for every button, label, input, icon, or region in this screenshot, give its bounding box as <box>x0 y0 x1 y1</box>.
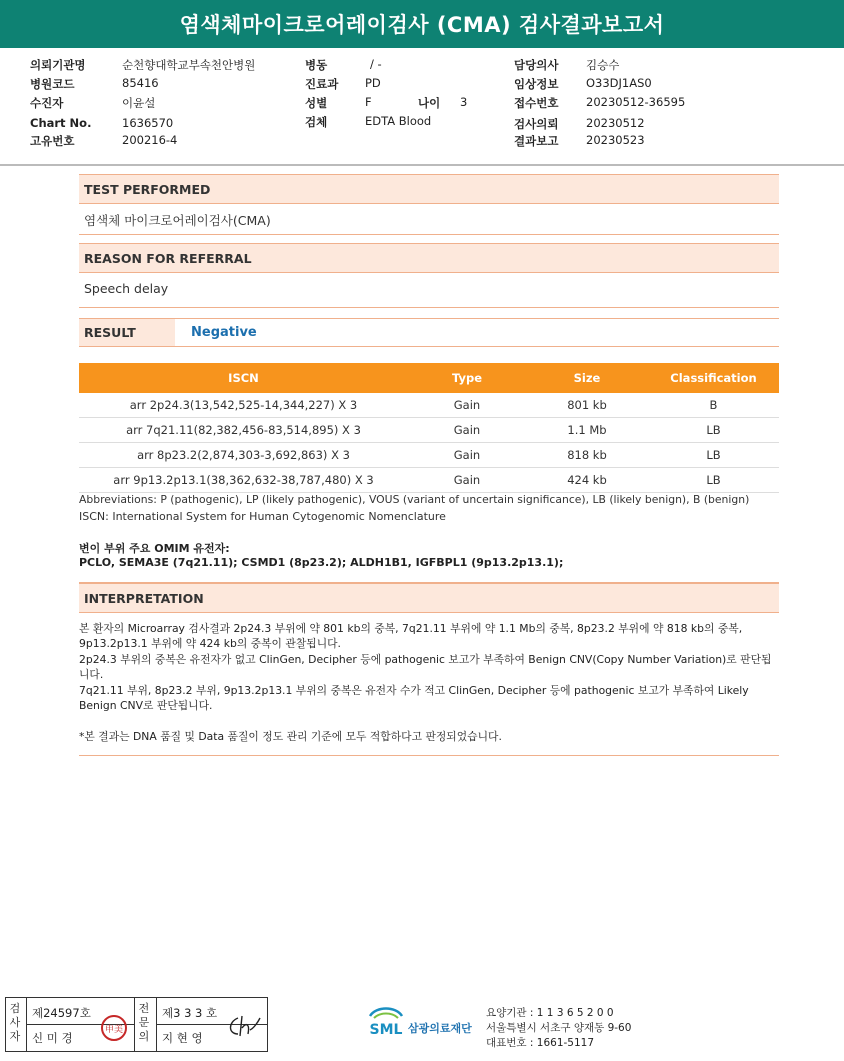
table-row <box>79 443 779 468</box>
header-label: 나이 <box>418 96 441 110</box>
header-label: 접수번호 <box>514 96 559 110</box>
table-header-row <box>79 363 779 393</box>
iscn-cell: arr 2p24.3(13,542,525-14,344,227) X 3 <box>79 393 408 418</box>
org-address: 서울특별시 서초구 양재동 9-60 <box>486 1022 632 1034</box>
header-label: 검사의뢰 <box>514 117 559 131</box>
header-label: 성별 <box>305 96 328 110</box>
column-header: ISCN <box>79 363 408 393</box>
omim-genes: PCLO, SEMA3E (7q21.11); CSMD1 (8p23.2); ALDH1B1, IGFBPL1 (9p13.2p13.1); <box>79 556 564 569</box>
header-label: 고유번호 <box>30 134 75 148</box>
quality-note: *본 결과는 DNA 품질 및 Data 품질이 정도 관리 기준에 모두 적합하다고 판정되었습니다. <box>79 730 502 743</box>
department-value: PD <box>365 76 381 90</box>
header-label: 진료과 <box>305 77 339 91</box>
iscn-cell: arr 8p23.2(2,874,303-3,692,863) X 3 <box>79 443 408 468</box>
sml-logo <box>366 1004 406 1042</box>
table-row <box>79 393 779 418</box>
header-divider <box>0 164 844 166</box>
omim-heading: 변이 부위 주요 OMIM 유전자: <box>79 542 230 555</box>
approver-label: 전문의 <box>138 1002 150 1043</box>
interpretation-heading: INTERPRETATION <box>79 583 779 613</box>
referral-heading: REASON FOR REFERRAL <box>79 243 779 273</box>
unique-no-value: 200216-4 <box>122 133 178 147</box>
sml-swoosh-icon <box>366 1004 406 1038</box>
column-header: Size <box>526 363 648 393</box>
header-label: 수진자 <box>30 96 64 110</box>
result-label: RESULT <box>79 319 175 346</box>
header-label: 담당의사 <box>514 58 559 72</box>
table-row <box>79 468 779 493</box>
interpretation-paragraph-2: 2p24.3 부위의 중복은 유전자가 없고 ClinGen, Decipher 등에 pathogenic 보고가 부족하여 Benign CNV(Copy Number Variation)로 판단됩니다. <box>79 653 772 681</box>
header-label: 의뢰기관명 <box>30 58 86 72</box>
type-cell: Gain <box>408 418 526 443</box>
cnv-table <box>79 363 779 493</box>
report-date-value: 20230523 <box>586 133 645 147</box>
column-header: Type <box>408 363 526 393</box>
specimen-value: EDTA Blood <box>365 114 432 128</box>
clinical-info-value: O33DJ1AS0 <box>586 76 652 90</box>
agency-no: 요양기관 : 1 1 3 6 5 2 0 0 <box>486 1007 614 1019</box>
size-cell: 801 kb <box>526 393 648 418</box>
institution-value: 순천향대학교부속천안병원 <box>122 58 256 72</box>
examiner-seal <box>100 1014 128 1042</box>
header-label: 결과보고 <box>514 134 559 148</box>
header-label: 임상정보 <box>514 77 559 91</box>
size-cell: 424 kb <box>526 468 648 493</box>
iscn-definition-text: ISCN: International System for Human Cytogenomic Nomenclature <box>79 510 446 523</box>
examiner-label: 검사자 <box>9 1002 21 1043</box>
approver-name: 지 현 영 <box>162 1031 203 1045</box>
sex-value: F <box>365 95 372 109</box>
iscn-cell: arr 7q21.11(82,382,456-83,514,895) X 3 <box>79 418 408 443</box>
doctor-value: 김승수 <box>586 58 620 72</box>
examiner-license-no: 제24597호 <box>32 1006 91 1020</box>
iscn-cell: arr 9p13.2p13.1(38,362,632-38,787,480) X 3 <box>79 468 408 493</box>
approver-signature-icon <box>224 1012 264 1040</box>
patient-name-value: 이윤설 <box>122 96 156 110</box>
abbreviations-text: Abbreviations: P (pathogenic), LP (likely pathogenic), VOUS (variant of uncertain significance), LB (likely benign), B (benign) <box>79 493 750 506</box>
interpretation-paragraph-1: 본 환자의 Microarray 검사결과 2p24.3 부위에 약 801 kb의 중복, 7q21.11 부위에 약 1.1 Mb의 중복, 8p23.2 부위에 약 818 kb의 중복, 9p13.2p13.1 부위에 약 424 kb의 중복이 관찰됩니다. <box>79 622 743 650</box>
header-label: 병원코드 <box>30 77 75 91</box>
examiner-name: 신 미 경 <box>32 1031 73 1045</box>
type-cell: Gain <box>408 443 526 468</box>
size-cell: 818 kb <box>526 443 648 468</box>
age-value: 3 <box>460 95 468 109</box>
org-name: 삼광의료재단 <box>408 1022 472 1035</box>
chart-no-value: 1636570 <box>122 116 174 130</box>
brand-text: SML <box>369 1022 403 1038</box>
receipt-no-value: 20230512-36595 <box>586 95 686 109</box>
table-row <box>79 418 779 443</box>
type-cell: Gain <box>408 393 526 418</box>
type-cell: Gain <box>408 468 526 493</box>
referral-value: Speech delay <box>84 281 169 296</box>
report-title: 염색체마이크로어레이검사 (CMA) 검사결과보고서 <box>0 0 844 48</box>
result-value: Negative <box>191 325 257 340</box>
column-header: Classification <box>648 363 779 393</box>
size-cell: 1.1 Mb <box>526 418 648 443</box>
classification-cell: LB <box>648 418 779 443</box>
divider <box>79 307 779 308</box>
classification-cell: B <box>648 393 779 418</box>
org-phone: 대표번호 : 1661-5117 <box>486 1037 595 1049</box>
hospital-code-value: 85416 <box>122 76 159 90</box>
header-label: Chart No. <box>30 116 92 130</box>
classification-cell: LB <box>648 443 779 468</box>
approver-license-no: 제3 3 3 호 <box>162 1006 218 1020</box>
divider <box>134 998 135 1051</box>
result-row <box>79 318 779 347</box>
header-label: 검체 <box>305 115 328 129</box>
interpretation-paragraph-3: 7q21.11 부위, 8p23.2 부위, 9p13.2p13.1 부위의 중복은 유전자 수가 적고 ClinGen, Decipher 등에 pathogenic 보고가 부족하여 Likely Benign CNV로 판단됩니다. <box>79 684 749 712</box>
ward-value: / - <box>370 57 382 71</box>
signature-box <box>5 997 268 1052</box>
seal-text: 申美 <box>104 1025 124 1035</box>
request-date-value: 20230512 <box>586 116 645 130</box>
header-label: 병동 <box>305 58 328 72</box>
divider <box>79 234 779 235</box>
test-performed-heading: TEST PERFORMED <box>79 174 779 204</box>
test-performed-value: 염색체 마이크로어레이검사(CMA) <box>84 213 271 228</box>
divider <box>79 755 779 756</box>
classification-cell: LB <box>648 468 779 493</box>
